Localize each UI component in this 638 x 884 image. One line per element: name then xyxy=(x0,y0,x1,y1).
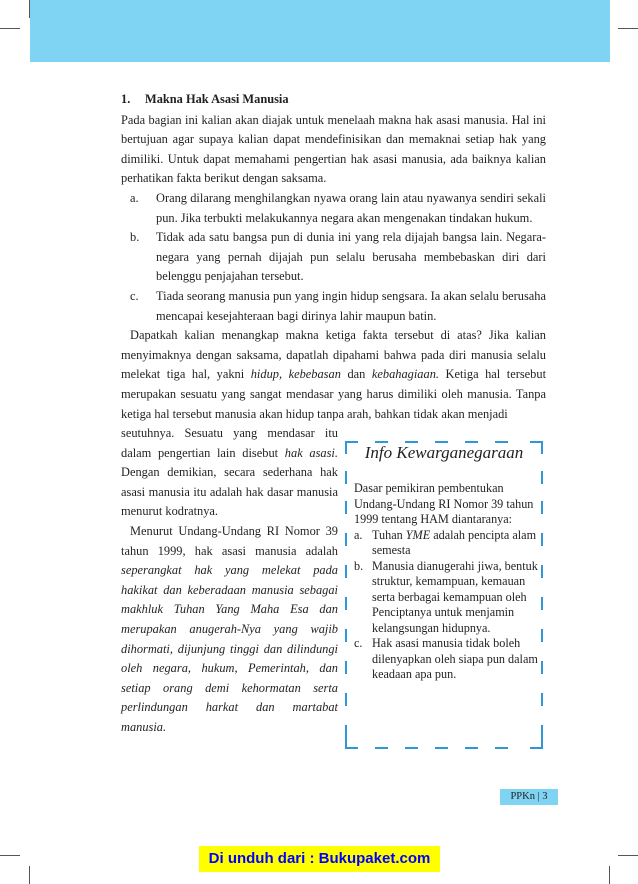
text-span: Manusia dianugerahi jiwa, bentuk struktur, kemampuan, kemauan serta berbagai kemampuan oleh Penciptanya untuk menjamin kelangsungan hidupnya. xyxy=(372,558,538,635)
border-dash xyxy=(345,747,358,749)
text-span: Dengan demikian, secara sederhana hak asasi manusia itu adalah hak dasar manusia menurut kodratnya. xyxy=(121,465,338,519)
info-box-title: Info Kewarganegaraan xyxy=(364,443,524,462)
crop-mark xyxy=(609,866,610,884)
list-marker: c. xyxy=(130,288,139,303)
section-title-text: Makna Hak Asasi Manusia xyxy=(145,92,289,106)
list-item-text: Tiada seorang manusia pun yang ingin hidup sengsara. Ia akan selalu berusaha mencapai kesejahteraan bagi dirinya lahir maupun batin. xyxy=(156,288,546,323)
page-number: PPKn | 3 xyxy=(500,789,558,805)
left-column xyxy=(121,424,338,738)
list-item-text: Tidak ada satu bangsa pun di dunia ini yang rela dijajah bangsa lain. Negara-negara yang pernah dijajah pun selalu berusaha membebaskan diri dari belenggu penjajahan tersebut. xyxy=(156,230,546,284)
text-span: Dapatkah kalian menangkap makna ketiga fakta tersebut di atas? Jika kalian menyimaknya dengan saksama, dapatlah dipahami bahwa pada diri manusia selalu melekat tiga hal, yakni xyxy=(121,328,546,382)
border-dash xyxy=(465,747,478,749)
list-item-text: Orang dilarang menghilangkan nyawa orang lain atau nyawanya sendiri sekali pun. Jika terbukti melakukannya negara akan mengenakan tindakan hukum. xyxy=(156,190,546,225)
crop-mark xyxy=(0,855,20,856)
border-dash xyxy=(345,629,347,642)
header-band xyxy=(30,0,610,62)
list-marker: a. xyxy=(354,527,363,542)
paragraph-hak-asasi xyxy=(121,424,338,522)
border-dash xyxy=(345,565,347,578)
border-dash xyxy=(345,597,347,610)
border-dash xyxy=(541,629,543,642)
info-list xyxy=(354,528,540,683)
border-dash xyxy=(541,565,543,578)
emphasis-text: YME xyxy=(405,527,431,542)
border-dash xyxy=(541,501,543,514)
text-span: Menurut Undang-Undang RI Nomor 39 tahun 1999, hak asasi manusia adalah xyxy=(121,524,338,558)
border-dash xyxy=(541,661,543,674)
text-span: Hak asasi manusia tidak boleh dilenyapkan oleh siapa pun dalam keadaan apa pun. xyxy=(372,636,538,681)
text-span: adalah pencipta alam semesta xyxy=(372,527,537,557)
paragraph-definition xyxy=(121,522,338,738)
list-marker: b. xyxy=(130,230,140,245)
text-span: Tuhan xyxy=(372,527,406,542)
border-dash xyxy=(345,533,347,546)
emphasis-text: kebahagiaan. xyxy=(371,367,439,382)
list-item xyxy=(130,228,546,287)
border-dash xyxy=(345,693,347,706)
crop-mark xyxy=(0,28,20,29)
list-item xyxy=(354,528,540,559)
emphasis-text: hidup, kebebasan xyxy=(250,367,341,382)
list-marker: c. xyxy=(354,636,363,650)
border-dash xyxy=(541,533,543,546)
paragraph-three-things xyxy=(121,326,546,424)
list-item xyxy=(130,189,546,228)
emphasis-text: seperangkat hak yang melekat pada hakikat dan keberadaan manusia sebagai makhluk Tuhan Yang Maha Esa dan merupakan anugerah-Nya yang wajib dihormati, dijunjung tinggi dan dilindungi oleh negara, hukum, Pemerintah, dan setiap orang demi kehormatan serta perlindungan harkat dan martabat manusia. xyxy=(121,563,338,734)
info-box xyxy=(345,441,543,749)
border-dash xyxy=(541,597,543,610)
border-dash xyxy=(541,736,543,749)
list-item xyxy=(354,636,540,683)
list-item xyxy=(130,287,546,326)
section-number: 1. xyxy=(121,92,131,106)
list-item xyxy=(354,559,540,637)
list-marker: a. xyxy=(130,190,139,205)
fact-list xyxy=(121,189,546,326)
border-dash xyxy=(541,693,543,706)
border-dash xyxy=(495,747,508,749)
text-span: Ketiga hal tersebut merupakan sesuatu yang sangat mendasar yang harus dimiliki oleh manusia. Tanpa ketiga hal tersebut manusia akan hidup tanpa arah, bahkan tidak akan menjadi xyxy=(121,367,547,421)
border-dash xyxy=(345,501,347,514)
border-dash xyxy=(405,747,418,749)
border-dash xyxy=(541,471,543,484)
border-dash xyxy=(345,471,347,484)
section-title xyxy=(121,90,546,110)
border-dash xyxy=(375,747,388,749)
list-marker: b. xyxy=(354,558,364,573)
crop-mark xyxy=(618,28,638,29)
text-span: seutuhnya. Sesuatu yang mendasar itu dalam pengertian lain disebut xyxy=(121,426,338,460)
border-dash xyxy=(345,661,347,674)
info-box-intro: Dasar pemikiran pembentukan Undang-Undang RI Nomor 39 tahun 1999 tentang HAM diantaranya: xyxy=(354,481,534,526)
crop-mark xyxy=(618,855,638,856)
border-dash xyxy=(435,747,448,749)
emphasis-text: hak asasi. xyxy=(284,445,338,460)
text-span: dan xyxy=(340,367,372,382)
intro-paragraph: Pada bagian ini kalian akan diajak untuk menelaah makna hak asasi manusia. Hal ini bertujuan agar supaya kalian dapat mendefinisikan dan memaknai setiap hak yang dimiliki. Untuk dapat memahami pengertian hak asasi manusia, ada baiknya kalian perhatikan fakta berikut dengan saksama. xyxy=(121,112,546,186)
crop-mark xyxy=(29,866,30,884)
download-banner[interactable]: Di unduh dari : Bukupaket.com xyxy=(199,846,440,872)
info-box-body xyxy=(354,481,540,683)
